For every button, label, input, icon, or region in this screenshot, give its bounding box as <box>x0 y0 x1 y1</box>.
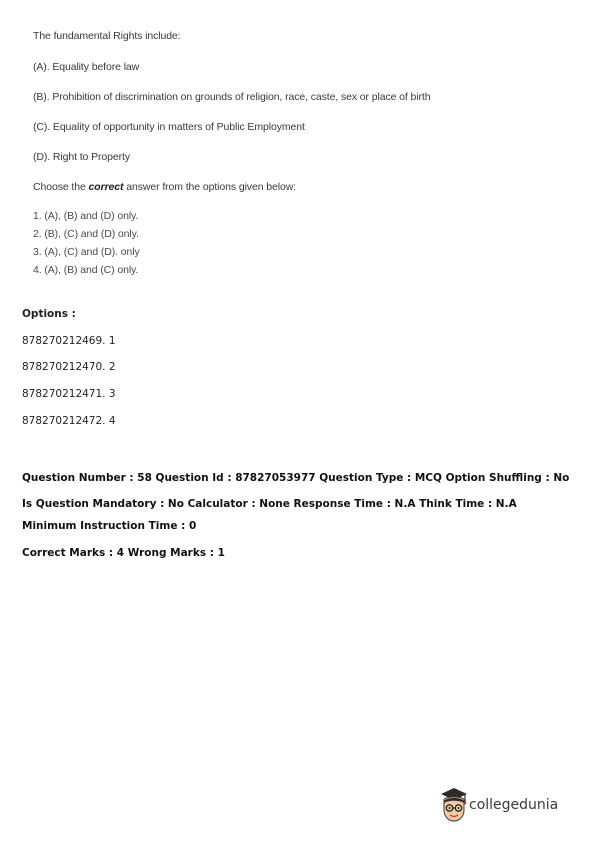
meta-line-4: Correct Marks : 4 Wrong Marks : 1 <box>22 547 225 559</box>
logo-text: collegedunia <box>469 797 559 813</box>
instruction-prefix: Choose the <box>33 181 89 193</box>
choice-3: 3. (A), (C) and (D). only <box>33 246 140 258</box>
meta-line-1: Question Number : 58 Question Id : 87827053977 Question Type : MCQ Option Shuffling : No <box>22 472 570 484</box>
answer-instruction <box>33 181 296 193</box>
choice-2: 2. (B), (C) and (D) only. <box>33 228 139 240</box>
statement-b: (B). Prohibition of discrimination on grounds of religion, race, caste, sex or place of birth <box>33 91 431 103</box>
statement-d: (D). Right to Property <box>33 151 130 163</box>
question-intro: The fundamental Rights include: <box>33 30 181 42</box>
choice-4: 4. (A), (B) and (C) only. <box>33 264 139 276</box>
meta-line-2: Is Question Mandatory : No Calculator : None Response Time : N.A Think Time : N.A <box>22 498 517 510</box>
options-heading: Options : <box>22 308 76 320</box>
instruction-suffix: answer from the options given below: <box>123 181 296 193</box>
choice-1: 1. (A), (B) and (D) only. <box>33 210 139 222</box>
option-item-3: 878270212471. 3 <box>22 388 116 400</box>
statement-c: (C). Equality of opportunity in matters of Public Employment <box>33 121 305 133</box>
collegedunia-logo <box>438 786 578 826</box>
option-item-4: 878270212472. 4 <box>22 415 116 427</box>
meta-line-3: Minimum Instruction Time : 0 <box>22 520 197 532</box>
option-item-2: 878270212470. 2 <box>22 361 116 373</box>
graduate-face-icon <box>438 786 470 831</box>
statement-a: (A). Equality before law <box>33 61 140 73</box>
instruction-emphasis: correct <box>88 181 124 193</box>
option-item-1: 878270212469. 1 <box>22 335 116 347</box>
